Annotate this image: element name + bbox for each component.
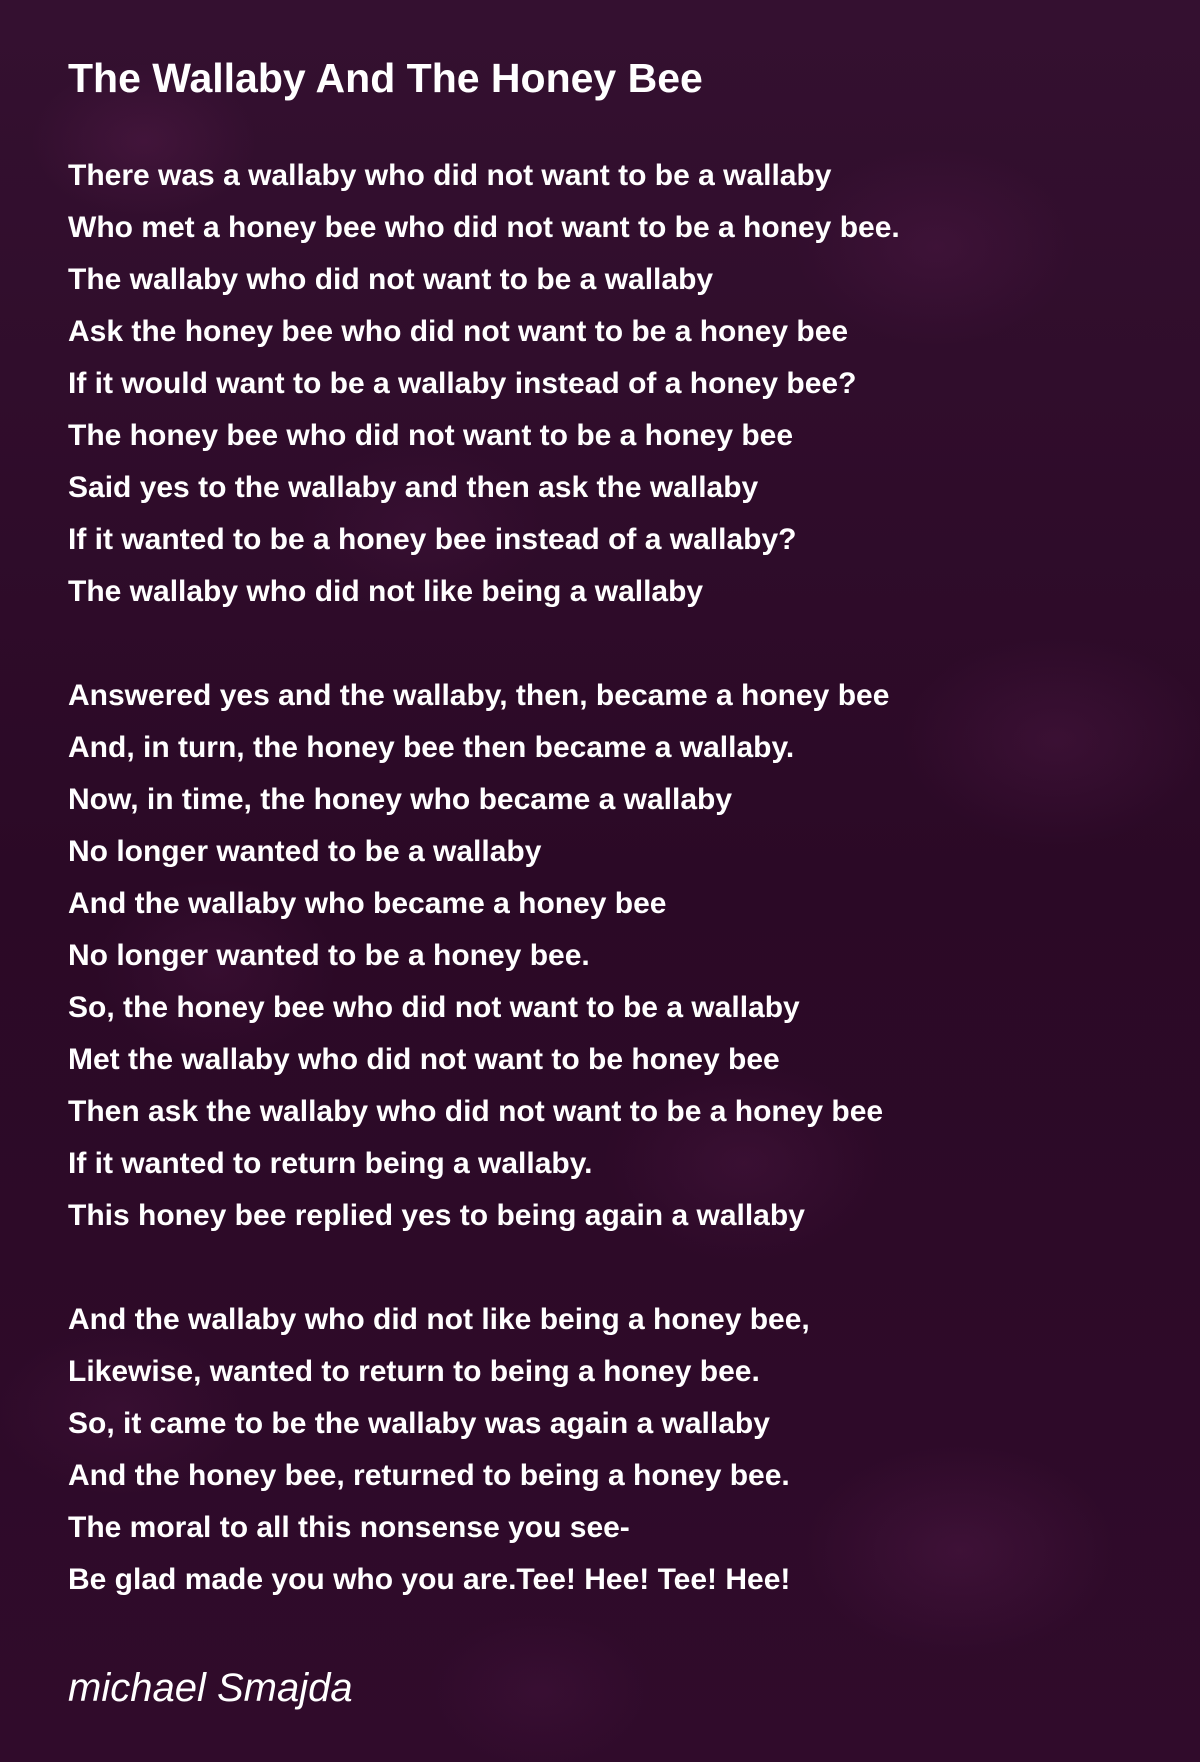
stanza-break (68, 1242, 900, 1294)
poem-line: Ask the honey bee who did not want to be a honey bee (68, 315, 849, 348)
poem-author: michael Smajda (68, 1666, 353, 1710)
poem-line: The wallaby who did not want to be a wallaby (68, 263, 714, 296)
poem-line: No longer wanted to be a wallaby (68, 835, 542, 868)
poem-line: There was a wallaby who did not want to be a wallaby (68, 159, 832, 192)
poem-line: And the wallaby who became a honey bee (68, 887, 667, 920)
poem-line: No longer wanted to be a honey bee. (68, 939, 590, 972)
stanza (68, 1294, 900, 1606)
stanza-break (68, 618, 900, 670)
poem-line: Answered yes and the wallaby, then, became a honey bee (68, 679, 890, 712)
stanza (68, 150, 900, 618)
poem-line: Met the wallaby who did not want to be honey bee (68, 1043, 780, 1076)
poem-title: The Wallaby And The Honey Bee (68, 55, 703, 101)
poem-line: If it wanted to be a honey bee instead of a wallaby? (68, 523, 797, 556)
poem-line: The moral to all this nonsense you see- (68, 1511, 630, 1544)
poem-line: Who met a honey bee who did not want to be a honey bee. (68, 211, 900, 244)
poem-line: This honey bee replied yes to being again a wallaby (68, 1199, 805, 1232)
poem-line: Likewise, wanted to return to being a honey bee. (68, 1355, 760, 1388)
poem-line: And the honey bee, returned to being a honey bee. (68, 1459, 790, 1492)
poem-line: Then ask the wallaby who did not want to be a honey bee (68, 1095, 884, 1128)
poem-line: So, it came to be the wallaby was again a wallaby (68, 1407, 770, 1440)
poem-line: So, the honey bee who did not want to be a wallaby (68, 991, 800, 1024)
poem-line: Said yes to the wallaby and then ask the wallaby (68, 471, 759, 504)
poem-line: If it wanted to return being a wallaby. (68, 1147, 593, 1180)
poem-line: Now, in time, the honey who became a wallaby (68, 783, 733, 816)
poem-line: Be glad made you who you are.Tee! Hee! Tee! Hee! (68, 1563, 791, 1596)
poem-line: The wallaby who did not like being a wallaby (68, 575, 704, 608)
poem-line: And the wallaby who did not like being a honey bee, (68, 1303, 810, 1336)
stanza (68, 670, 900, 1242)
poem-line: And, in turn, the honey bee then became a wallaby. (68, 731, 795, 764)
poem-body (68, 150, 900, 1606)
poem-line: The honey bee who did not want to be a honey bee (68, 419, 794, 452)
poem-line: If it would want to be a wallaby instead of a honey bee? (68, 367, 857, 400)
